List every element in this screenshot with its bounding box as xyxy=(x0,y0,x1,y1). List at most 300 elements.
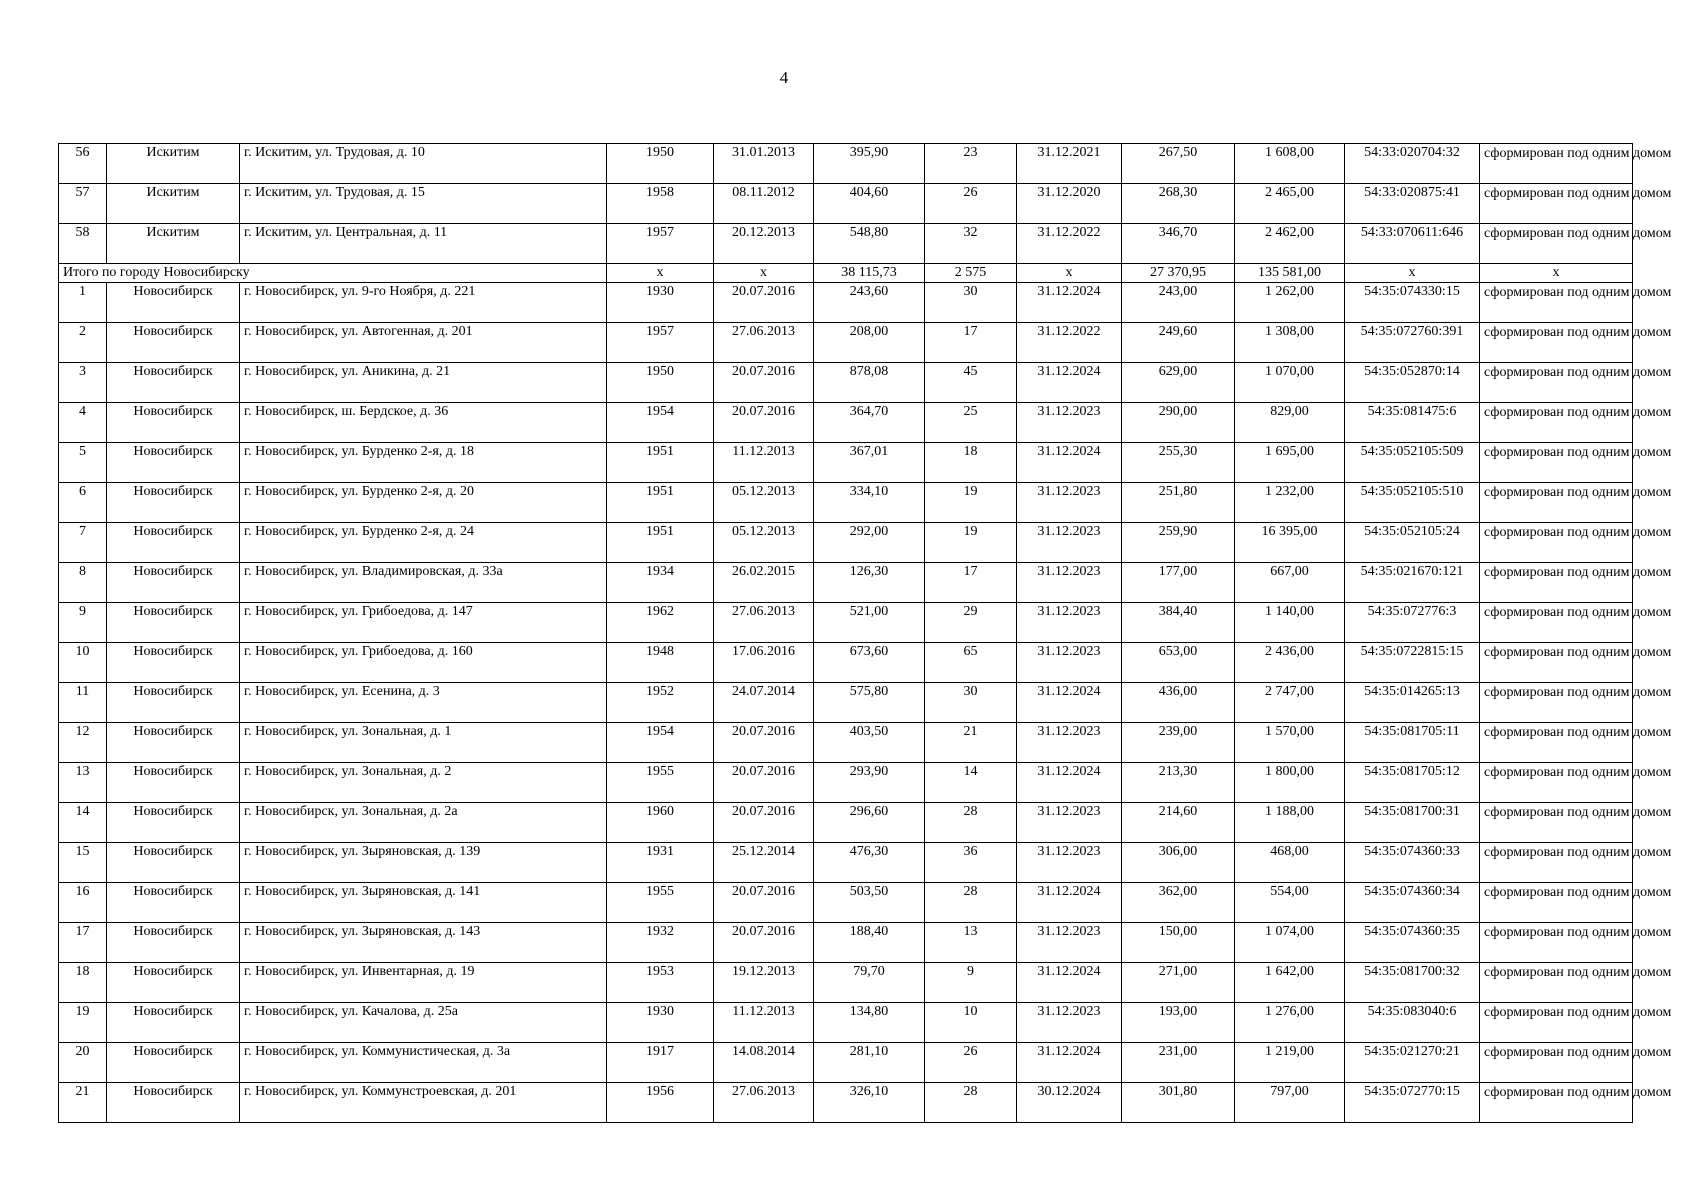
cell-date: 20.07.2016 xyxy=(714,403,814,443)
total-area: 38 115,73 xyxy=(814,264,925,283)
table-row xyxy=(59,803,1633,843)
cell-residents: 21 xyxy=(925,723,1017,763)
cell-residents: 26 xyxy=(925,184,1017,224)
cell-deadline: 30.12.2024 xyxy=(1017,1083,1122,1123)
cell-year: 1957 xyxy=(607,323,714,363)
cell-status: сформирован под одним домом xyxy=(1480,1083,1633,1123)
table-row xyxy=(59,843,1633,883)
cell-number: 18 xyxy=(59,963,107,1003)
cell-date: 20.07.2016 xyxy=(714,883,814,923)
cell-area-residential: 653,00 xyxy=(1122,643,1235,683)
cell-area-residential: 384,40 xyxy=(1122,603,1235,643)
cell-area: 575,80 xyxy=(814,683,925,723)
cell-residents: 28 xyxy=(925,803,1017,843)
cell-address: г. Новосибирск, ул. Бурденко 2-я, д. 18 xyxy=(240,443,607,483)
cell-deadline: 31.12.2024 xyxy=(1017,283,1122,323)
cell-status: сформирован под одним домом xyxy=(1480,483,1633,523)
cell-status: сформирован под одним домом xyxy=(1480,843,1633,883)
cell-cadastral-number: 54:35:021670:121 xyxy=(1345,563,1480,603)
total-residents: 2 575 xyxy=(925,264,1017,283)
table-row xyxy=(59,923,1633,963)
cell-land-area: 1 188,00 xyxy=(1235,803,1345,843)
cell-address: г. Новосибирск, ул. Владимировская, д. 33а xyxy=(240,563,607,603)
cell-city: Новосибирск xyxy=(107,363,240,403)
total-area2: 27 370,95 xyxy=(1122,264,1235,283)
cell-address: г. Новосибирск, ул. Аникина, д. 21 xyxy=(240,363,607,403)
cell-land-area: 2 465,00 xyxy=(1235,184,1345,224)
cell-area: 134,80 xyxy=(814,1003,925,1043)
total-label: Итого по городу Новосибирску xyxy=(59,264,107,283)
cell-year: 1956 xyxy=(607,1083,714,1123)
cell-city: Искитим xyxy=(107,144,240,184)
table-row xyxy=(59,1083,1633,1123)
cell-land-area: 1 219,00 xyxy=(1235,1043,1345,1083)
cell-residents: 65 xyxy=(925,643,1017,683)
cell-date: 05.12.2013 xyxy=(714,523,814,563)
cell-status: сформирован под одним домом xyxy=(1480,1003,1633,1043)
cell-area-residential: 362,00 xyxy=(1122,883,1235,923)
cell-address: г. Новосибирск, ул. Зональная, д. 2 xyxy=(240,763,607,803)
cell-area: 296,60 xyxy=(814,803,925,843)
cell-deadline: 31.12.2023 xyxy=(1017,603,1122,643)
cell-number: 10 xyxy=(59,643,107,683)
cell-year: 1951 xyxy=(607,523,714,563)
cell-land-area: 1 800,00 xyxy=(1235,763,1345,803)
cell-city: Искитим xyxy=(107,184,240,224)
cell-date: 14.08.2014 xyxy=(714,1043,814,1083)
cell-residents: 9 xyxy=(925,963,1017,1003)
cell-deadline: 31.12.2020 xyxy=(1017,184,1122,224)
cell-year: 1952 xyxy=(607,683,714,723)
cell-area-residential: 268,30 xyxy=(1122,184,1235,224)
cell-area-residential: 629,00 xyxy=(1122,363,1235,403)
cell-address: г. Искитим, ул. Центральная, д. 11 xyxy=(240,224,607,264)
cell-status: сформирован под одним домом xyxy=(1480,723,1633,763)
cell-area-residential: 255,30 xyxy=(1122,443,1235,483)
cell-year: 1953 xyxy=(607,963,714,1003)
cell-date: 20.07.2016 xyxy=(714,763,814,803)
cell-city: Новосибирск xyxy=(107,403,240,443)
cell-area: 521,00 xyxy=(814,603,925,643)
cell-cadastral-number: 54:35:052870:14 xyxy=(1345,363,1480,403)
cell-year: 1917 xyxy=(607,1043,714,1083)
cell-number: 4 xyxy=(59,403,107,443)
cell-deadline: 31.12.2024 xyxy=(1017,963,1122,1003)
cell-land-area: 2 462,00 xyxy=(1235,224,1345,264)
cell-number: 1 xyxy=(59,283,107,323)
cell-deadline: 31.12.2024 xyxy=(1017,363,1122,403)
cell-cadastral-number: 54:35:052105:24 xyxy=(1345,523,1480,563)
cell-city: Новосибирск xyxy=(107,963,240,1003)
cell-area-residential: 214,60 xyxy=(1122,803,1235,843)
cell-date: 20.07.2016 xyxy=(714,723,814,763)
cell-deadline: 31.12.2022 xyxy=(1017,323,1122,363)
cell-city: Новосибирск xyxy=(107,803,240,843)
table-row xyxy=(59,184,1633,224)
table-row xyxy=(59,563,1633,603)
cell-year: 1951 xyxy=(607,443,714,483)
cell-year: 1955 xyxy=(607,883,714,923)
cell-status: сформирован под одним домом xyxy=(1480,803,1633,843)
cell-deadline: 31.12.2023 xyxy=(1017,403,1122,443)
cell-status: сформирован под одним домом xyxy=(1480,923,1633,963)
cell-status: сформирован под одним домом xyxy=(1480,283,1633,323)
cell-cadastral-number: 54:33:020875:41 xyxy=(1345,184,1480,224)
cell-land-area: 468,00 xyxy=(1235,843,1345,883)
cell-number: 12 xyxy=(59,723,107,763)
cell-residents: 32 xyxy=(925,224,1017,264)
cell-land-area: 1 070,00 xyxy=(1235,363,1345,403)
table-row xyxy=(59,683,1633,723)
cell-number: 57 xyxy=(59,184,107,224)
cell-area: 126,30 xyxy=(814,563,925,603)
cell-land-area: 1 642,00 xyxy=(1235,963,1345,1003)
cell-address: г. Новосибирск, ул. 9-го Ноября, д. 221 xyxy=(240,283,607,323)
cell-city: Искитим xyxy=(107,224,240,264)
cell-area-residential: 243,00 xyxy=(1122,283,1235,323)
cell-address: г. Новосибирск, ул. Коммунистическая, д. 3а xyxy=(240,1043,607,1083)
cell-deadline: 31.12.2023 xyxy=(1017,723,1122,763)
cell-residents: 36 xyxy=(925,843,1017,883)
cell-date: 24.07.2014 xyxy=(714,683,814,723)
cell-area: 208,00 xyxy=(814,323,925,363)
cell-year: 1957 xyxy=(607,224,714,264)
cell-land-area: 1 308,00 xyxy=(1235,323,1345,363)
cell-status: сформирован под одним домом xyxy=(1480,883,1633,923)
cell-area: 326,10 xyxy=(814,1083,925,1123)
cell-land-area: 1 262,00 xyxy=(1235,283,1345,323)
cell-deadline: 31.12.2024 xyxy=(1017,443,1122,483)
cell-status: сформирован под одним домом xyxy=(1480,523,1633,563)
cell-cadastral-number: 54:35:074360:33 xyxy=(1345,843,1480,883)
cell-cadastral-number: 54:33:070611:646 xyxy=(1345,224,1480,264)
cell-area-residential: 301,80 xyxy=(1122,1083,1235,1123)
cell-area-residential: 259,90 xyxy=(1122,523,1235,563)
cell-date: 20.07.2016 xyxy=(714,923,814,963)
total-row xyxy=(59,264,1633,283)
cell-address: г. Новосибирск, ул. Зыряновская, д. 139 xyxy=(240,843,607,883)
cell-city: Новосибирск xyxy=(107,883,240,923)
cell-residents: 30 xyxy=(925,683,1017,723)
cell-year: 1954 xyxy=(607,723,714,763)
cell-area: 292,00 xyxy=(814,523,925,563)
cell-cadastral-number: 54:35:072770:15 xyxy=(1345,1083,1480,1123)
table-row xyxy=(59,1043,1633,1083)
total-cadastral: х xyxy=(1345,264,1480,283)
cell-area: 367,01 xyxy=(814,443,925,483)
cell-deadline: 31.12.2023 xyxy=(1017,843,1122,883)
cell-area: 404,60 xyxy=(814,184,925,224)
cell-area: 188,40 xyxy=(814,923,925,963)
cell-date: 11.12.2013 xyxy=(714,443,814,483)
cell-area-residential: 150,00 xyxy=(1122,923,1235,963)
cell-city: Новосибирск xyxy=(107,843,240,883)
cell-year: 1960 xyxy=(607,803,714,843)
cell-date: 19.12.2013 xyxy=(714,963,814,1003)
cell-date: 27.06.2013 xyxy=(714,1083,814,1123)
table-row xyxy=(59,643,1633,683)
cell-deadline: 31.12.2024 xyxy=(1017,683,1122,723)
cell-land-area: 1 695,00 xyxy=(1235,443,1345,483)
cell-area-residential: 193,00 xyxy=(1122,1003,1235,1043)
cell-status: сформирован под одним домом xyxy=(1480,563,1633,603)
cell-year: 1955 xyxy=(607,763,714,803)
cell-area-residential: 239,00 xyxy=(1122,723,1235,763)
cell-area: 281,10 xyxy=(814,1043,925,1083)
cell-status: сформирован под одним домом xyxy=(1480,323,1633,363)
cell-year: 1958 xyxy=(607,184,714,224)
cell-residents: 17 xyxy=(925,323,1017,363)
cell-residents: 19 xyxy=(925,483,1017,523)
cell-land-area: 16 395,00 xyxy=(1235,523,1345,563)
cell-year: 1954 xyxy=(607,403,714,443)
cell-land-area: 1 140,00 xyxy=(1235,603,1345,643)
table-row xyxy=(59,523,1633,563)
cell-city: Новосибирск xyxy=(107,643,240,683)
cell-year: 1950 xyxy=(607,144,714,184)
cell-date: 27.06.2013 xyxy=(714,323,814,363)
cell-number: 56 xyxy=(59,144,107,184)
cell-status: сформирован под одним домом xyxy=(1480,643,1633,683)
cell-date: 08.11.2012 xyxy=(714,184,814,224)
cell-cadastral-number: 54:35:021270:21 xyxy=(1345,1043,1480,1083)
housing-registry-table xyxy=(58,143,1672,1123)
cell-number: 6 xyxy=(59,483,107,523)
cell-land-area: 1 570,00 xyxy=(1235,723,1345,763)
cell-residents: 25 xyxy=(925,403,1017,443)
cell-date: 20.07.2016 xyxy=(714,283,814,323)
table-row xyxy=(59,224,1633,264)
page-number: 4 xyxy=(779,68,789,87)
cell-address: г. Новосибирск, ул. Качалова, д. 25а xyxy=(240,1003,607,1043)
cell-area: 503,50 xyxy=(814,883,925,923)
cell-cadastral-number: 54:35:081705:12 xyxy=(1345,763,1480,803)
cell-number: 20 xyxy=(59,1043,107,1083)
table-row xyxy=(59,363,1633,403)
cell-status: сформирован под одним домом xyxy=(1480,184,1633,224)
cell-cadastral-number: 54:35:052105:509 xyxy=(1345,443,1480,483)
cell-year: 1930 xyxy=(607,1003,714,1043)
cell-city: Новосибирск xyxy=(107,603,240,643)
cell-residents: 30 xyxy=(925,283,1017,323)
cell-address: г. Новосибирск, ул. Грибоедова, д. 160 xyxy=(240,643,607,683)
cell-city: Новосибирск xyxy=(107,443,240,483)
cell-address: г. Новосибирск, ул. Бурденко 2-я, д. 24 xyxy=(240,523,607,563)
cell-area: 878,08 xyxy=(814,363,925,403)
cell-address: г. Новосибирск, ш. Бердское, д. 36 xyxy=(240,403,607,443)
cell-city: Новосибирск xyxy=(107,483,240,523)
table-row xyxy=(59,283,1633,323)
cell-area: 548,80 xyxy=(814,224,925,264)
total-year: х xyxy=(607,264,714,283)
cell-cadastral-number: 54:33:020704:32 xyxy=(1345,144,1480,184)
cell-city: Новосибирск xyxy=(107,283,240,323)
cell-number: 17 xyxy=(59,923,107,963)
cell-deadline: 31.12.2023 xyxy=(1017,1003,1122,1043)
cell-residents: 45 xyxy=(925,363,1017,403)
table-row xyxy=(59,483,1633,523)
cell-land-area: 797,00 xyxy=(1235,1083,1345,1123)
cell-land-area: 829,00 xyxy=(1235,403,1345,443)
cell-land-area: 1 232,00 xyxy=(1235,483,1345,523)
cell-area: 243,60 xyxy=(814,283,925,323)
cell-area-residential: 346,70 xyxy=(1122,224,1235,264)
cell-city: Новосибирск xyxy=(107,523,240,563)
cell-city: Новосибирск xyxy=(107,1003,240,1043)
cell-residents: 10 xyxy=(925,1003,1017,1043)
cell-residents: 17 xyxy=(925,563,1017,603)
cell-residents: 28 xyxy=(925,883,1017,923)
cell-status: сформирован под одним домом xyxy=(1480,683,1633,723)
cell-date: 20.07.2016 xyxy=(714,363,814,403)
cell-city: Новосибирск xyxy=(107,763,240,803)
cell-land-area: 1 608,00 xyxy=(1235,144,1345,184)
table-total-section xyxy=(59,264,1633,283)
cell-year: 1934 xyxy=(607,563,714,603)
cell-date: 11.12.2013 xyxy=(714,1003,814,1043)
cell-deadline: 31.12.2023 xyxy=(1017,803,1122,843)
cell-address: г. Новосибирск, ул. Грибоедова, д. 147 xyxy=(240,603,607,643)
total-date: х xyxy=(714,264,814,283)
cell-number: 21 xyxy=(59,1083,107,1123)
cell-address: г. Новосибирск, ул. Зональная, д. 1 xyxy=(240,723,607,763)
cell-area-residential: 249,60 xyxy=(1122,323,1235,363)
cell-cadastral-number: 54:35:072776:3 xyxy=(1345,603,1480,643)
cell-area: 476,30 xyxy=(814,843,925,883)
cell-residents: 23 xyxy=(925,144,1017,184)
cell-number: 16 xyxy=(59,883,107,923)
table-body-novosibirsk xyxy=(59,283,1672,1123)
cell-address: г. Новосибирск, ул. Автогенная, д. 201 xyxy=(240,323,607,363)
cell-deadline: 31.12.2024 xyxy=(1017,1043,1122,1083)
cell-area-residential: 231,00 xyxy=(1122,1043,1235,1083)
cell-land-area: 1 276,00 xyxy=(1235,1003,1345,1043)
cell-area: 403,50 xyxy=(814,723,925,763)
cell-status: сформирован под одним домом xyxy=(1480,603,1633,643)
cell-year: 1948 xyxy=(607,643,714,683)
cell-year: 1951 xyxy=(607,483,714,523)
cell-deadline: 31.12.2023 xyxy=(1017,643,1122,683)
cell-land-area: 1 074,00 xyxy=(1235,923,1345,963)
cell-year: 1962 xyxy=(607,603,714,643)
total-deadline: х xyxy=(1017,264,1122,283)
total-status: х xyxy=(1480,264,1633,283)
cell-date: 05.12.2013 xyxy=(714,483,814,523)
cell-date: 25.12.2014 xyxy=(714,843,814,883)
cell-area: 293,90 xyxy=(814,763,925,803)
cell-date: 31.01.2013 xyxy=(714,144,814,184)
cell-status: сформирован под одним домом xyxy=(1480,224,1633,264)
cell-cadastral-number: 54:35:074360:35 xyxy=(1345,923,1480,963)
cell-number: 3 xyxy=(59,363,107,403)
cell-cadastral-number: 54:35:081705:11 xyxy=(1345,723,1480,763)
cell-land-area: 554,00 xyxy=(1235,883,1345,923)
table-row xyxy=(59,603,1633,643)
cell-cadastral-number: 54:35:074330:15 xyxy=(1345,283,1480,323)
cell-number: 2 xyxy=(59,323,107,363)
cell-cadastral-number: 54:35:0722815:15 xyxy=(1345,643,1480,683)
cell-city: Новосибирск xyxy=(107,563,240,603)
cell-city: Новосибирск xyxy=(107,1043,240,1083)
cell-area-residential: 290,00 xyxy=(1122,403,1235,443)
cell-number: 19 xyxy=(59,1003,107,1043)
cell-residents: 28 xyxy=(925,1083,1017,1123)
cell-deadline: 31.12.2024 xyxy=(1017,883,1122,923)
cell-land-area: 667,00 xyxy=(1235,563,1345,603)
cell-residents: 19 xyxy=(925,523,1017,563)
cell-address: г. Новосибирск, ул. Коммунстроевская, д. 201 xyxy=(240,1083,607,1123)
table-row xyxy=(59,443,1633,483)
cell-date: 20.12.2013 xyxy=(714,224,814,264)
cell-city: Новосибирск xyxy=(107,323,240,363)
cell-status: сформирован под одним домом xyxy=(1480,443,1633,483)
cell-address: г. Новосибирск, ул. Бурденко 2-я, д. 20 xyxy=(240,483,607,523)
cell-cadastral-number: 54:35:072760:391 xyxy=(1345,323,1480,363)
cell-area: 334,10 xyxy=(814,483,925,523)
cell-year: 1950 xyxy=(607,363,714,403)
cell-residents: 26 xyxy=(925,1043,1017,1083)
cell-number: 58 xyxy=(59,224,107,264)
cell-area-residential: 177,00 xyxy=(1122,563,1235,603)
cell-cadastral-number: 54:35:083040:6 xyxy=(1345,1003,1480,1043)
cell-address: г. Новосибирск, ул. Зыряновская, д. 143 xyxy=(240,923,607,963)
cell-status: сформирован под одним домом xyxy=(1480,403,1633,443)
cell-number: 5 xyxy=(59,443,107,483)
cell-cadastral-number: 54:35:081700:31 xyxy=(1345,803,1480,843)
cell-address: г. Новосибирск, ул. Есенина, д. 3 xyxy=(240,683,607,723)
cell-number: 7 xyxy=(59,523,107,563)
cell-area-residential: 267,50 xyxy=(1122,144,1235,184)
cell-deadline: 31.12.2021 xyxy=(1017,144,1122,184)
table-row xyxy=(59,323,1633,363)
cell-number: 8 xyxy=(59,563,107,603)
cell-land-area: 2 436,00 xyxy=(1235,643,1345,683)
table-row xyxy=(59,963,1633,1003)
cell-deadline: 31.12.2023 xyxy=(1017,483,1122,523)
cell-deadline: 31.12.2023 xyxy=(1017,523,1122,563)
cell-date: 26.02.2015 xyxy=(714,563,814,603)
cell-year: 1930 xyxy=(607,283,714,323)
cell-number: 13 xyxy=(59,763,107,803)
cell-city: Новосибирск xyxy=(107,683,240,723)
cell-address: г. Искитим, ул. Трудовая, д. 15 xyxy=(240,184,607,224)
cell-cadastral-number: 54:35:052105:510 xyxy=(1345,483,1480,523)
table-body-iskitim xyxy=(59,144,1672,264)
cell-date: 17.06.2016 xyxy=(714,643,814,683)
cell-cadastral-number: 54:35:081700:32 xyxy=(1345,963,1480,1003)
cell-area: 79,70 xyxy=(814,963,925,1003)
cell-cadastral-number: 54:35:081475:6 xyxy=(1345,403,1480,443)
table-row xyxy=(59,403,1633,443)
cell-area: 395,90 xyxy=(814,144,925,184)
cell-status: сформирован под одним домом xyxy=(1480,963,1633,1003)
cell-status: сформирован под одним домом xyxy=(1480,1043,1633,1083)
cell-address: г. Новосибирск, ул. Зональная, д. 2а xyxy=(240,803,607,843)
total-land: 135 581,00 xyxy=(1235,264,1345,283)
cell-deadline: 31.12.2022 xyxy=(1017,224,1122,264)
cell-land-area: 2 747,00 xyxy=(1235,683,1345,723)
cell-area-residential: 251,80 xyxy=(1122,483,1235,523)
cell-number: 11 xyxy=(59,683,107,723)
cell-residents: 29 xyxy=(925,603,1017,643)
table-row xyxy=(59,763,1633,803)
cell-area-residential: 213,30 xyxy=(1122,763,1235,803)
cell-status: сформирован под одним домом xyxy=(1480,763,1633,803)
cell-area-residential: 271,00 xyxy=(1122,963,1235,1003)
cell-address: г. Искитим, ул. Трудовая, д. 10 xyxy=(240,144,607,184)
cell-number: 14 xyxy=(59,803,107,843)
table-row xyxy=(59,723,1633,763)
